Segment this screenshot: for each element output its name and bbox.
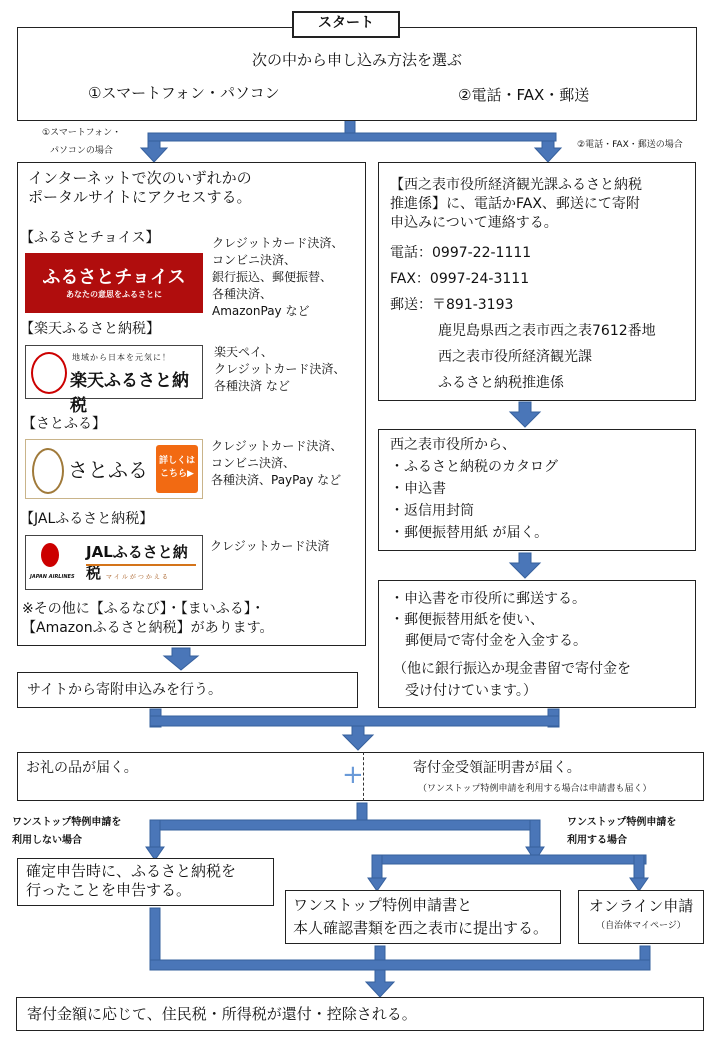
jal-crane-icon (41, 543, 59, 567)
payment: クレジットカード決済、 (211, 439, 343, 453)
arrow-down (141, 141, 167, 162)
payment-methods (214, 344, 345, 395)
connector (345, 119, 355, 134)
receive-item: ・郵便振替用紙 が届く。 (390, 525, 549, 541)
branch-label-left: ①スマートフォン・ (42, 128, 122, 138)
payment: 各種決済、PayPay など (211, 473, 342, 488)
start-choice-box (17, 27, 697, 121)
arrow-down (535, 141, 561, 162)
gift-text: お礼の品が届く。 (26, 760, 138, 776)
send-note-2: 受け付けています。） (405, 683, 537, 699)
logo-sub: マイルがつかえる (106, 574, 170, 581)
receive-item: ・返信用封筒 (390, 503, 474, 519)
send-step: ・郵便振替用紙を使い、 (390, 612, 544, 628)
connector (150, 716, 559, 726)
final-text: 寄付金額に応じて、住民税・所得税が還付・控除される。 (27, 1005, 417, 1023)
logo-brand: JAPAN AIRLINES (30, 574, 75, 580)
onestop-no-label: ワンストップ特例申請を (12, 817, 122, 828)
fax-number: FAX：0997-24-3111 (390, 271, 530, 287)
certificate-text: 寄付金受領証明書が届く。 (413, 760, 581, 776)
rakuten-seal-icon (31, 352, 67, 394)
send-step: ・申込書を市役所に郵送する。 (390, 591, 586, 607)
logo-sub: 地域から日本を元気に！ (72, 353, 171, 362)
phone-number: 電話：0997-22-1111 (390, 245, 532, 261)
address: 鹿児島県西之表市西之表7612番地 (438, 323, 656, 339)
arrow-down (510, 402, 540, 427)
logo-sub: あなたの意思をふるさとに (66, 290, 162, 299)
payment: AmazonPay など (212, 304, 310, 319)
payment: コンビニ決済、 (211, 456, 296, 471)
phone-intro: 【西之表市役所経済観光課ふるさと納税 (390, 177, 642, 193)
payment-methods (210, 538, 329, 554)
online-intro: インターネットで次のいずれかの (28, 169, 252, 187)
payment-methods (211, 438, 342, 489)
portal-name: 【さとふる】 (22, 416, 106, 432)
arrow-down (366, 970, 394, 997)
other-portals-note: ※その他に【ふるなび】・【まいふる】・ (22, 601, 265, 617)
payment: クレジットカード決済、 (214, 362, 346, 377)
phone-intro-2: 推進係】に、電話かFAX、郵送にて寄附 (390, 196, 640, 212)
receive-title: 西之表市役所から、 (390, 437, 516, 453)
payment: クレジットカード決済、 (212, 236, 344, 250)
start-label: スタート (318, 15, 374, 31)
satofull-seal-icon (32, 448, 64, 494)
tax-return-text: 確定申告時に、ふるさと納税を (26, 862, 237, 880)
logo-text: さとふる (68, 458, 148, 482)
connector (372, 855, 646, 864)
receive-item: ・ふるさと納税のカタログ (390, 459, 558, 475)
send-note: （他に銀行振込か現金書留で寄付金を (393, 661, 631, 677)
onestop-paper-text: ワンストップ特例申請書と (293, 896, 473, 914)
plus-icon: + (342, 760, 364, 790)
send-step: 郵便局で寄付金を入金する。 (405, 633, 587, 649)
rakuten-furusato-logo[interactable] (25, 345, 203, 416)
arrow-down (343, 726, 373, 750)
connector (372, 855, 382, 879)
furusato-choice-logo[interactable] (25, 253, 203, 313)
onestop-online-title: オンライン申請 (588, 897, 694, 915)
connector (357, 803, 367, 821)
other-portals-note-2: 【Amazonふるさと納税】があります。 (22, 620, 274, 636)
apply-online-text: サイトから寄附申込みを行う。 (27, 682, 223, 698)
arrow-down (164, 648, 198, 670)
address-dept: 西之表市役所経済観光課 (438, 349, 592, 365)
option-smartphone: ①スマートフォン・パソコン (88, 84, 280, 102)
branch-label-left-2: パソコンの場合 (50, 146, 113, 156)
onestop-yes-label: ワンストップ特例申請を (567, 817, 677, 828)
connector (530, 820, 540, 848)
online-intro-2: ポータルサイトにアクセスする。 (28, 188, 252, 206)
payment: 銀行振込、郵便振替、 (212, 270, 333, 285)
connector (634, 855, 644, 879)
logo-text: JALふるさと納税 (86, 543, 188, 582)
option-phone: ②電話・FAX・郵送 (458, 86, 590, 104)
onestop-paper-text-2: 本人確認書類を西之表市に提出する。 (293, 919, 549, 937)
onestop-online-sub: （自治体マイページ） (596, 921, 686, 931)
payment-methods (212, 235, 343, 320)
portal-name: 【ふるさとチョイス】 (20, 230, 160, 246)
payment: 楽天ペイ、 (214, 345, 273, 359)
connector (150, 820, 160, 848)
branch-label-right: ②電話・FAX・郵送の場合 (577, 140, 683, 150)
address-section: ふるさと納税推進係 (438, 375, 564, 391)
connector (150, 820, 540, 830)
payment: クレジットカード決済 (210, 539, 330, 553)
jal-furusato-logo[interactable] (25, 535, 203, 590)
portal-name: 【楽天ふるさと納税】 (20, 321, 160, 337)
logo-rule (86, 564, 196, 566)
onestop-no-label-2: 利用しない場合 (12, 835, 82, 846)
satofull-logo[interactable] (25, 439, 203, 499)
tax-return-text-2: 行ったことを申告する。 (26, 881, 192, 899)
receive-item: ・申込書 (390, 481, 446, 497)
top-title: 次の中から申し込み方法を選ぶ (251, 51, 462, 69)
connector (150, 960, 650, 970)
payment: 各種決済、 (212, 287, 273, 302)
postal-code: 郵送：〒891-3193 (390, 297, 514, 313)
phone-intro-3: 申込みについて連絡する。 (390, 215, 558, 231)
onestop-yes-label-2: 利用する場合 (567, 835, 627, 846)
connector (148, 133, 556, 141)
satofull-detail-button: 詳しくはこちら▶ (156, 445, 198, 493)
logo-text: ふるさとチョイス (42, 267, 186, 288)
logo-text: 楽天ふるさと納税 (70, 371, 189, 416)
payment: コンビニ決済、 (212, 253, 297, 268)
payment: 各種決済 など (214, 379, 290, 394)
certificate-note: （ワンストップ特例申請を利用する場合は申請書も届く） (418, 784, 652, 794)
arrow-down (510, 553, 540, 578)
portal-name: 【JALふるさと納税】 (20, 511, 154, 527)
